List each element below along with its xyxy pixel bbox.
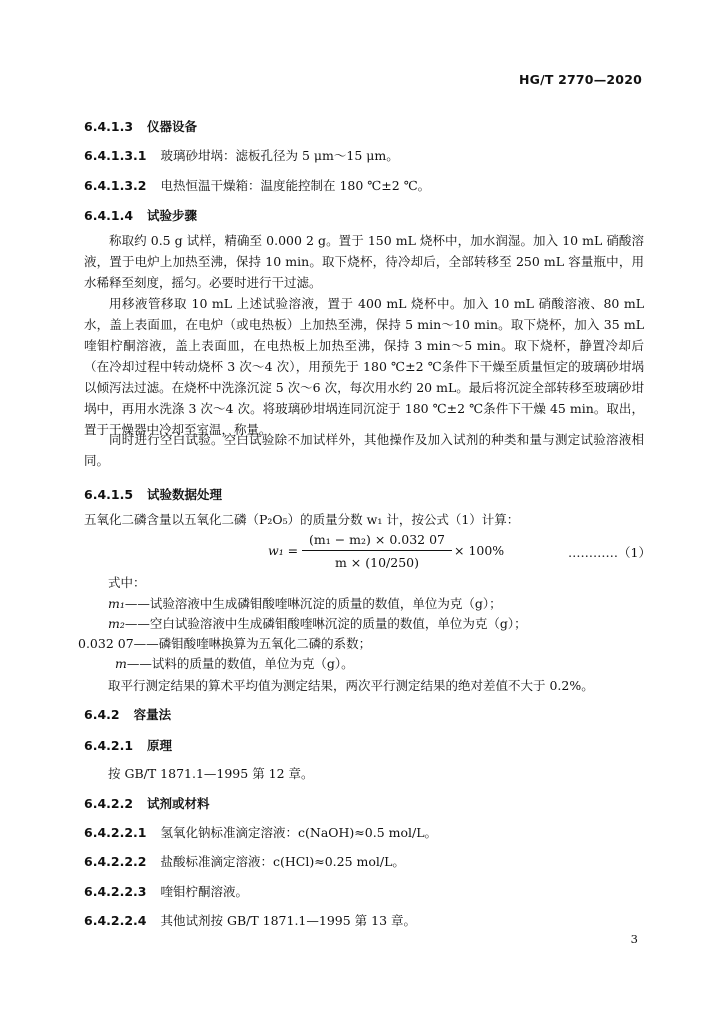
section-number: 6.4.1.4 (84, 208, 134, 223)
formula-numerator: (m₁ − m₂) × 0.032 07 (309, 532, 445, 547)
section-number: 6.4.2.2.1 (84, 825, 147, 840)
variable-text: ——试料的质量的数值，单位为克（g）。 (126, 656, 354, 671)
section-number: 6.4.2.1 (84, 738, 134, 753)
section-item-6-4-2-2-1 (84, 823, 642, 841)
variable-definition (108, 594, 502, 612)
section-item-6-4-1-3-2 (84, 176, 642, 194)
variable-definition (108, 614, 527, 632)
principle-text: 按 GB/T 1871.1—1995 第 12 章。 (108, 766, 314, 781)
section-number: 6.4.1.3.2 (84, 178, 147, 193)
section-item-6-4-1-3-1 (84, 146, 642, 164)
section-heading-6-4-2-1 (84, 736, 642, 754)
section-item-6-4-2-2-3 (84, 882, 642, 900)
section-number: 6.4.1.3.1 (84, 148, 147, 163)
section-heading-6-4-1-3 (84, 117, 642, 135)
variable-text: ——试验溶液中生成磷钼酸喹啉沉淀的质量的数值，单位为克（g）； (124, 596, 502, 611)
section-heading-6-4-1-4 (84, 206, 642, 224)
section-title: 盐酸标准滴定溶液： (160, 854, 273, 869)
section-number: 6.4.2 (84, 707, 120, 722)
section-item-6-4-2-2-4 (84, 911, 642, 929)
section-title: 容量法 (133, 707, 172, 722)
section-heading-6-4-2 (84, 705, 642, 723)
variable-symbol: m₁ (108, 596, 125, 611)
section-title: 试验数据处理 (147, 487, 223, 502)
section-title: 电热恒温干燥箱： (160, 178, 261, 193)
variable-symbol: m (115, 656, 127, 671)
section-title: 氢氧化钠标准滴定溶液： (160, 825, 298, 840)
section-number: 6.4.2.2.2 (84, 854, 147, 869)
formula-fraction (302, 530, 452, 572)
section-title: 喹钼柠酮溶液。 (160, 884, 248, 899)
section-number: 6.4.2.2 (84, 796, 134, 811)
where-label: 式中： (108, 575, 146, 590)
procedure-paragraph-2: 用移液管移取 10 mL 上述试验溶液，置于 400 mL 烧杯中。加入 10 mL 硝酸溶液、80 mL 水，盖上表面皿，在电炉（或电热板）上加热至沸，保持 5 min～10 min。取下烧杯，加入 35 mL 喹钼柠酮溶液，盖上表面皿，在电热板上加热至沸，保持 3 min～5 min。取下烧杯，静置冷却后（在冷却过程中转动烧杯 3 次～4 次），用预先于 180 ℃±2 ℃条件下干燥至质量恒定的玻璃砂坩埚以倾泻法过滤。在烧杯中洗涤沉淀 5 次～6 次，每次用水约 20 mL。最后将沉淀全部转移至玻璃砂坩埚中，再用水洗涤 3 次～4 次。将玻璃砂坩埚连同沉淀于 180 ℃±2 ℃条件下干燥 45 min。取出，置于干燥器中冷却至室温，称量。 (84, 296, 644, 437)
section-number: 6.4.2.2.3 (84, 884, 147, 899)
section-title: 玻璃砂坩埚： (160, 148, 236, 163)
variable-definition (115, 654, 354, 672)
fraction-bar (302, 550, 452, 551)
section-number: 6.4.2.2.4 (84, 913, 147, 928)
variable-text: ——磷钼酸喹啉换算为五氧化二磷的系数； (133, 636, 372, 651)
procedure-paragraph-1: 称取约 0.5 g 试样，精确至 0.000 2 g。置于 150 mL 烧杯中，加水润湿。加入 10 mL 硝酸溶液，置于电炉上加热至沸，保持 10 min。取下烧杯，待冷却后，全部转移至 250 mL 容量瓶中，用水稀释至刻度，摇匀。必要时进行干过滤。 (84, 233, 644, 290)
section-heading-6-4-2-2 (84, 794, 642, 812)
page-number: 3 (630, 932, 638, 946)
section-title: 仪器设备 (147, 119, 198, 134)
data-processing-intro: 五氧化二磷含量以五氧化二磷（P₂O₅）的质量分数 w₁ 计，按公式（1）计算： (84, 512, 520, 527)
variable-symbol: 0.032 07 (78, 636, 134, 651)
section-title: 原理 (147, 738, 173, 753)
formula-rhs: × 100% (454, 543, 505, 558)
section-desc: 温度能控制在 180 ℃±2 ℃。 (260, 178, 431, 193)
section-number: 6.4.1.3 (84, 119, 134, 134)
section-title: 其他试剂按 GB/T 1871.1—1995 第 13 章。 (160, 913, 417, 928)
result-statement: 取平行测定结果的算术平均值为测定结果，两次平行测定结果的绝对差值不大于 0.2%。 (108, 678, 594, 693)
section-title: 试验步骤 (147, 208, 198, 223)
section-item-6-4-2-2-2 (84, 852, 642, 870)
section-desc: c(NaOH)≈0.5 mol/L。 (298, 825, 438, 840)
section-title: 试剂或材料 (147, 796, 210, 811)
section-desc: c(HCl)≈0.25 mol/L。 (273, 854, 405, 869)
section-desc: 滤板孔径为 5 μm～15 μm。 (235, 148, 399, 163)
formula-denominator: m × (10/250) (334, 555, 419, 570)
variable-symbol: m₂ (108, 616, 125, 631)
procedure-paragraph-3: 同时进行空白试验。空白试验除不加试样外，其他操作及加入试剂的种类和量与测定试验溶液相同。 (84, 432, 644, 468)
variable-definition (78, 634, 371, 652)
formula-1 (268, 530, 528, 572)
section-number: 6.4.1.5 (84, 487, 134, 502)
variable-text: ——空白试验溶液中生成磷钼酸喹啉沉淀的质量的数值，单位为克（g）； (124, 616, 527, 631)
standard-code-header: HG/T 2770—2020 (518, 72, 642, 87)
section-heading-6-4-1-5 (84, 485, 642, 503)
equation-number: …………（1） (568, 545, 651, 560)
formula-lhs: w₁ = (268, 543, 299, 558)
